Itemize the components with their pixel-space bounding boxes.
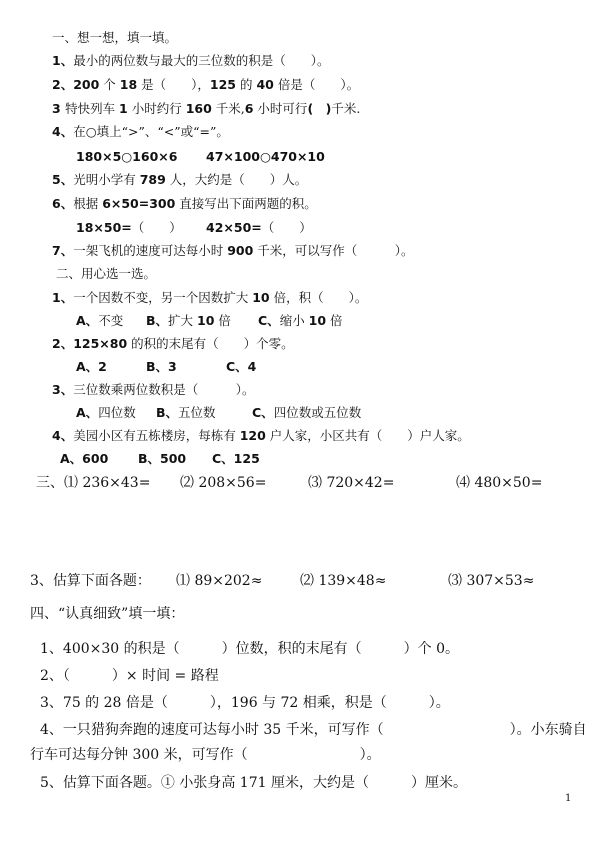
s2-q2-b: 的积的末尾有（ ）个零。 [127, 336, 294, 351]
s4-q3: 3、75 的 28 倍是（ ），196 与 72 相乘，积是（ ）。 [40, 695, 450, 711]
s2-q1 [52, 290, 367, 306]
s2-q3-a: 三位数乘两位数积是（ ）。 [73, 382, 255, 397]
section4-title: 四、“认真细致”填一填： [30, 606, 185, 622]
s1-q3-g: 小时可行 [253, 101, 308, 116]
s2-q1-o2-unit: 倍 [214, 313, 231, 328]
s1-q4 [52, 124, 229, 140]
s1-q5-a: 光明小学有 [73, 172, 140, 187]
s1-q6-expr1-blank: （ ） [131, 220, 182, 235]
estimate-expr1: ⑴ 89×202≈ [176, 573, 263, 589]
s1-q3-b: 1 [119, 101, 128, 116]
s1-q1-num: 1、 [52, 53, 74, 68]
s2-q2-option-b: B、3 [146, 359, 177, 374]
s2-q1-option-a [76, 313, 123, 329]
s1-q2-h: 倍是（ ）。 [273, 77, 360, 92]
s1-q6-expr2-blank: （ ） [261, 220, 312, 235]
s1-q2 [52, 77, 359, 93]
s1-q3-f: 6 [244, 101, 254, 116]
s1-q6-expr2 [206, 220, 312, 236]
s2-q3-o3-text: 四位数或五位数 [273, 405, 362, 420]
s1-q2-d: 是（ ）， [137, 77, 210, 92]
s4-q2: 2、（ ）× 时间 = 路程 [40, 668, 219, 684]
s1-q5 [52, 172, 307, 188]
s1-q3-d: 160 [185, 101, 212, 116]
s1-q3-h: ( ) [307, 101, 332, 116]
s2-q1-num: 1、 [52, 290, 74, 305]
s1-q2-c: 18 [119, 77, 138, 92]
s2-q1-o2-text: 扩大 [168, 313, 198, 328]
s2-q4-num: 4、 [52, 428, 74, 443]
estimate-expr2: ⑵ 139×48≈ [300, 573, 387, 589]
s2-q3-o3-label: C、 [252, 405, 274, 420]
s2-q1-o1-text: 不变 [98, 313, 124, 328]
s1-q3-c: 小时约行 [127, 101, 186, 116]
s1-q2-num: 2、 [52, 77, 74, 92]
s2-q1-option-b [146, 313, 231, 329]
s1-q6-expr2-text: 42×50= [206, 220, 262, 235]
s1-q2-a: 200 [73, 77, 100, 92]
s2-q4-a: 美园小区有五栋楼房，每栋有 [73, 428, 240, 443]
s1-q4-expr2: 47×100○470×10 [206, 149, 325, 164]
s2-q1-o3-num: 10 [308, 313, 327, 328]
s1-q2-g: 40 [256, 77, 274, 92]
s2-q4 [52, 428, 470, 444]
s4-q1: 1、400×30 的积是（ ）位数，积的末尾有（ ）个 0。 [40, 641, 459, 657]
s1-q2-f: 的 [235, 77, 257, 92]
s3-expr3: ⑶ 720×42= [308, 475, 395, 491]
section1-title: 一、想一想，填一填。 [52, 30, 178, 45]
s2-q2-num: 2、 [52, 336, 74, 351]
s1-q6-expr1-text: 18×50= [76, 220, 132, 235]
s2-q2-option-c: C、4 [226, 359, 257, 374]
s2-q3-o2-text: 五位数 [178, 405, 216, 420]
s2-q3-option-a [76, 405, 136, 421]
s1-q6-c: 直接写出下面两题的积。 [175, 196, 317, 211]
s2-q3-o1-text: 四位数 [98, 405, 136, 420]
s4-q5: 5、估算下面各题。① 小张身高 171 厘米，大约是（ ）厘米。 [40, 775, 467, 791]
s1-q2-b: 个 [99, 77, 120, 92]
s2-q4-option-b: B、500 [138, 451, 187, 466]
s1-q7-b: 900 [227, 243, 254, 258]
s1-q3-e: 千米, [211, 101, 245, 116]
s1-q5-b: 789 [139, 172, 166, 187]
s1-q6-expr1 [76, 220, 182, 236]
s1-q4-expr1: 180×5○160×6 [76, 149, 178, 164]
s2-q1-o3-label: C、 [258, 313, 280, 328]
s2-q3-o2-label: B、 [156, 405, 179, 420]
estimate-prefix: 3、估算下面各题： [30, 573, 151, 589]
s3-expr1: ⑴ 236×43= [64, 475, 151, 491]
s2-q1-c: 倍，积（ ）。 [269, 290, 368, 305]
s2-q1-b: 10 [252, 290, 270, 305]
s1-q4-num: 4、 [52, 124, 74, 139]
s4-q4-line2: 行车可达每分钟 300 米，可写作（ ）。 [30, 747, 381, 763]
section2-title: 二、用心选一选。 [56, 266, 157, 281]
page-number: 1 [565, 793, 572, 804]
s2-q4-b: 120 [239, 428, 266, 443]
s2-q1-o3-text: 缩小 [279, 313, 309, 328]
s1-q3-a: 特快列车 [65, 101, 120, 116]
s1-q2-e: 125 [209, 77, 236, 92]
s2-q1-o2-num: 10 [197, 313, 215, 328]
s3-expr2: ⑵ 208×56= [180, 475, 267, 491]
s2-q3 [52, 382, 254, 398]
s1-q3-num: 3 [52, 101, 66, 116]
s2-q1-a: 一个因数不变，另一个因数扩大 [73, 290, 253, 305]
s2-q4-option-a: A、600 [60, 451, 109, 466]
s1-q3 [52, 101, 360, 117]
s1-q1-text: 最小的两位数与最大的三位数的积是（ ）。 [73, 53, 330, 68]
s2-q1-o3-unit: 倍 [326, 313, 343, 328]
s2-q1-option-c [258, 313, 343, 329]
s1-q5-c: 人，大约是（ ）人。 [165, 172, 308, 187]
s2-q4-option-c: C、125 [212, 451, 260, 466]
s1-q6 [52, 196, 317, 212]
s4-q4-line1: 4、一只猎狗奔跑的速度可达每小时 35 千米，可写作（ ）。小东骑自 [40, 722, 587, 738]
s1-q5-num: 5、 [52, 172, 74, 187]
s1-q3-i: 千米. [331, 101, 361, 116]
s1-q6-a: 根据 [73, 196, 103, 211]
s2-q2 [52, 336, 294, 352]
s2-q3-num: 3、 [52, 382, 74, 397]
s2-q1-o2-label: B、 [146, 313, 169, 328]
s2-q3-option-c [252, 405, 361, 421]
s2-q4-c: 户人家，小区共有（ ）户人家。 [265, 428, 470, 443]
s1-q4-text: 在○填上“>”、“<”或“=”。 [73, 124, 229, 139]
s2-q3-option-b [156, 405, 216, 421]
s2-q2-a: 125×80 [73, 336, 128, 351]
s1-q6-b: 6×50=300 [102, 196, 176, 211]
s1-q1 [52, 53, 329, 69]
s1-q7-a: 一架飞机的速度可达每小时 [73, 243, 228, 258]
s2-q1-o1-label: A、 [76, 313, 99, 328]
section3-prefix: 三、 [36, 475, 64, 491]
s1-q6-num: 6、 [52, 196, 74, 211]
s1-q7-c: 千米，可以写作（ ）。 [253, 243, 414, 258]
s2-q2-option-a: A、2 [76, 359, 107, 374]
estimate-expr3: ⑶ 307×53≈ [448, 573, 535, 589]
s2-q3-o1-label: A、 [76, 405, 99, 420]
s3-expr4: ⑷ 480×50= [456, 475, 543, 491]
s1-q7-num: 7、 [52, 243, 74, 258]
s1-q7 [52, 243, 414, 259]
